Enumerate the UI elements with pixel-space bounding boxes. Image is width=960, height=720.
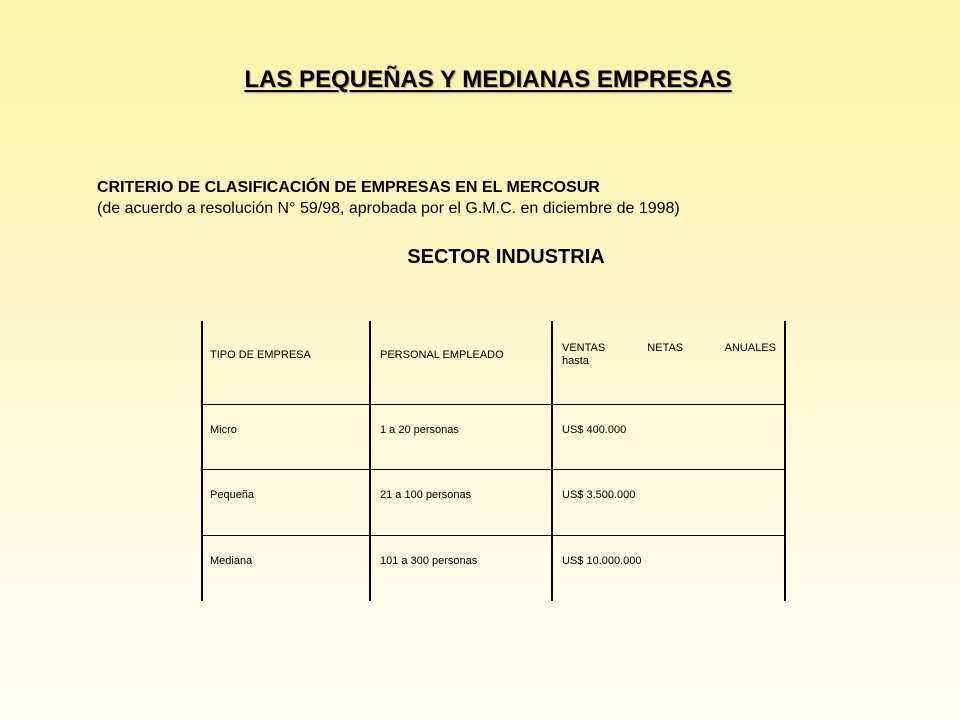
header-hasta: hasta bbox=[562, 355, 589, 367]
table-cell-tipo: Micro bbox=[210, 424, 237, 436]
table-cell-ventas: US$ 10.000.000 bbox=[562, 555, 642, 567]
page-title: LAS PEQUEÑAS Y MEDIANAS EMPRESAS bbox=[244, 66, 732, 93]
table-cell-ventas: US$ 400.000 bbox=[562, 424, 627, 436]
column-divider bbox=[369, 321, 371, 601]
column-divider bbox=[551, 321, 553, 601]
resolution-subtitle: (de acuerdo a resolución N° 59/98, aprobada por el G.M.C. en diciembre de 1998) bbox=[97, 200, 680, 217]
header-tipo-empresa: TIPO DE EMPRESA bbox=[210, 349, 311, 361]
classification-table bbox=[201, 321, 786, 601]
classification-criteria-heading: CRITERIO DE CLASIFICACIÓN DE EMPRESAS EN EL MERCOSUR bbox=[97, 179, 600, 196]
table-cell-personal: 21 a 100 personas bbox=[380, 489, 472, 501]
header-ventas-netas-anuales: VENTAS NETAS ANUALES bbox=[562, 342, 776, 354]
row-divider bbox=[203, 535, 786, 536]
table-cell-personal: 1 a 20 personas bbox=[380, 424, 459, 436]
sector-heading: SECTOR INDUSTRIA bbox=[407, 246, 605, 268]
row-divider bbox=[203, 469, 786, 470]
table-border-right bbox=[784, 321, 786, 601]
table-cell-personal: 101 a 300 personas bbox=[380, 555, 478, 567]
header-personal-empleado: PERSONAL EMPLEADO bbox=[380, 349, 504, 361]
table-cell-tipo: Mediana bbox=[210, 555, 253, 567]
table-cell-ventas: US$ 3.500.000 bbox=[562, 489, 636, 501]
row-divider bbox=[203, 404, 786, 405]
table-cell-tipo: Pequeña bbox=[210, 489, 255, 501]
table-border-left bbox=[201, 321, 203, 601]
header-ventas-netas bbox=[562, 342, 776, 368]
